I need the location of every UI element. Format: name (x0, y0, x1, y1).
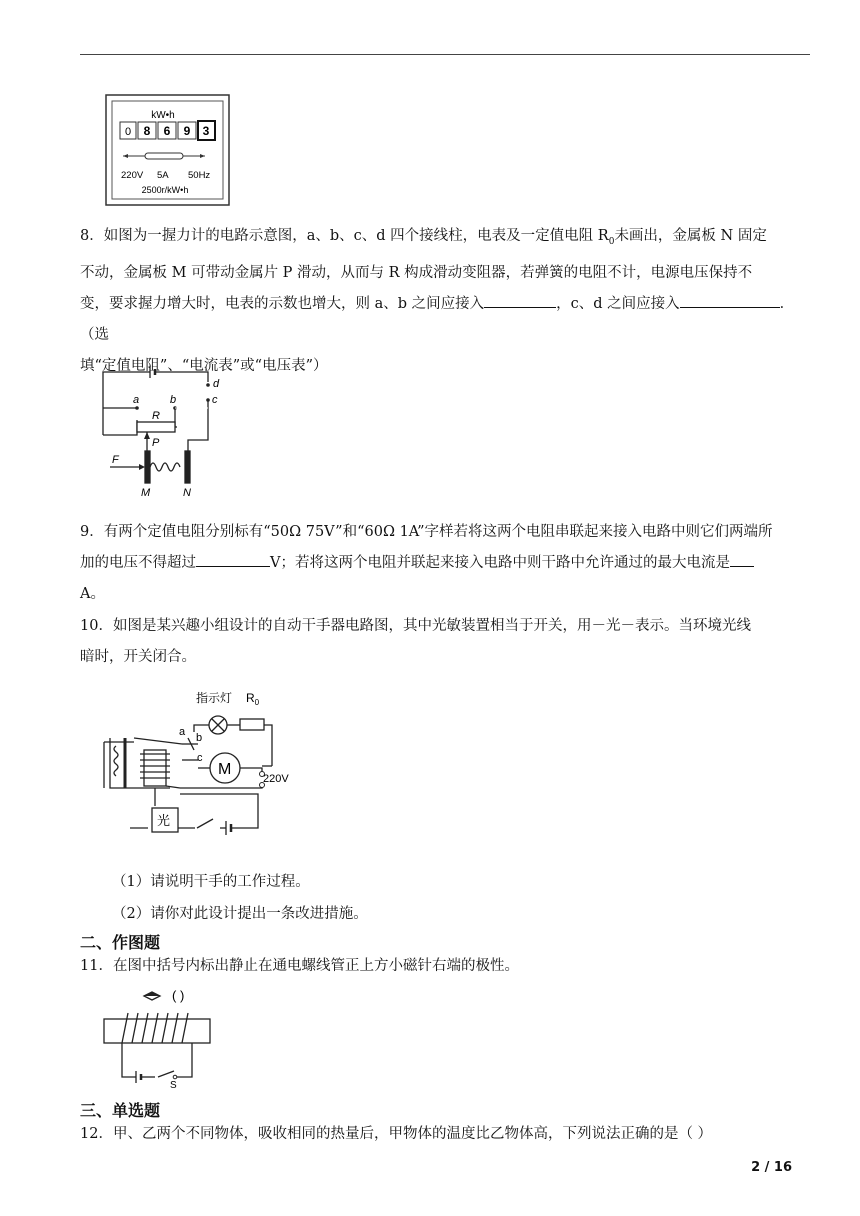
slider-label-P: P (152, 437, 160, 449)
q10-subquestion-1: （1）请说明干手的工作过程。 (112, 874, 310, 890)
contact-label-a: a (179, 726, 186, 738)
q8-line-3-c: ．（选 (80, 295, 795, 343)
meter-unit: kW•h (151, 110, 175, 121)
meter-spec-frequency: 50Hz (188, 170, 211, 181)
meter-digit-1: 0 (124, 126, 132, 138)
meter-spec-voltage: 220V (121, 170, 144, 181)
q8-line-3-b: ，c、d 之间应接入 (556, 295, 680, 312)
question-8 (80, 221, 810, 382)
grip-dynamometer-circuit-figure (100, 365, 230, 500)
q8-r0-subscript: 0 (608, 236, 615, 247)
meter-rating: 2500r/kW•h (141, 185, 189, 195)
terminal-label-c: c (212, 394, 218, 406)
r0-label: $R_0$ (246, 691, 260, 707)
section-heading-single-choice: 三、单选题 (80, 1101, 161, 1120)
q8-line-4: 填“定值电阻”、“电流表”或“电压表”） (80, 357, 328, 374)
q10-line-2: 暗时，开关闭合。 (80, 649, 196, 665)
q8-line-1-end: 未画出，金属板 N 固定 (614, 228, 767, 244)
contact-label-b: b (196, 732, 203, 744)
terminal-label-a: a (133, 394, 140, 406)
q8-line-3-a: 变，要求握力增大时，电表的示数也增大，则 a、b 之间应接入 (80, 295, 485, 312)
contact-label-c: c (197, 752, 203, 764)
switch-label-S: S (170, 1080, 177, 1091)
meter-rotor-disc (123, 153, 205, 159)
plate-label-N: N (183, 487, 191, 499)
resistor-label-R: R (152, 410, 160, 422)
q9-line-3: A。 (80, 586, 105, 602)
meter-digit-2: 8 (143, 124, 151, 138)
question-9 (80, 517, 810, 610)
electricity-meter-figure (105, 94, 230, 206)
meter-spec-current: 5A (157, 170, 169, 181)
force-label-F: F (112, 454, 119, 466)
terminal-label-d: d (213, 378, 220, 390)
motor-label: M (218, 761, 232, 778)
section-heading-drawing: 二、作图题 (80, 933, 161, 952)
lamp-label: 指示灯 (196, 691, 233, 705)
solenoid-circuit-figure (100, 985, 220, 1090)
hand-dryer-circuit-figure (100, 688, 289, 840)
q10-line-1: 10．如图是某兴趣小组设计的自动干手器电路图，其中光敏装置相当于开关，用－光－表示。当环境光线 (80, 618, 751, 634)
q10-subquestion-2: （2）请你对此设计提出一条改进措施。 (112, 906, 368, 922)
meter-digit-4: 9 (183, 124, 191, 138)
q9-answer-blank-voltage[interactable] (196, 550, 270, 567)
header-rule (80, 54, 810, 55)
q9-line-2-a: 加的电压不得超过 (80, 555, 196, 571)
meter-digit-3: 6 (163, 124, 171, 138)
q8-answer-blank-ab[interactable] (484, 291, 556, 308)
page-number: 2 / 16 (751, 1160, 792, 1175)
q8-answer-blank-cd[interactable] (680, 291, 780, 308)
q8-line-2: 不动，金属板 M 可带动金属片 P 滑动，从而与 R 构成滑动变阻器，若弹簧的电阻不计，电源电压保持不 (80, 264, 753, 281)
question-11: 11．在图中括号内标出静止在通电螺线管正上方小磁针右端的极性。 (80, 958, 519, 974)
q9-line-1: 9．有两个定值电阻分别标有“50Ω 75V”和“60Ω 1A”字样若将这两个电阻串联起来接入电路中则它们两端所 (80, 524, 773, 540)
supply-voltage-label: 220V (263, 773, 289, 785)
question-12: 12．甲、乙两个不同物体，吸收相同的热量后，甲物体的温度比乙物体高，下列说法正确的是（ ） (80, 1126, 713, 1142)
q9-line-2-b: V；若将这两个电阻并联起来接入电路中则干路中允许通过的最大电流是 (270, 555, 730, 571)
meter-digit-5: 3 (202, 124, 210, 138)
question-10 (80, 611, 810, 673)
meter-digits (120, 121, 215, 140)
terminal-label-b: b (170, 394, 177, 406)
plate-label-M: M (141, 487, 151, 499)
q8-line-1: 8．如图为一握力计的电路示意图，a、b、c、d 四个接线柱，电表及一定值电阻 R (80, 228, 609, 244)
pole-answer-parentheses[interactable]: ( ) (172, 988, 185, 1003)
q9-answer-blank-current[interactable] (730, 550, 754, 567)
light-sensor-label: 光 (157, 813, 171, 828)
